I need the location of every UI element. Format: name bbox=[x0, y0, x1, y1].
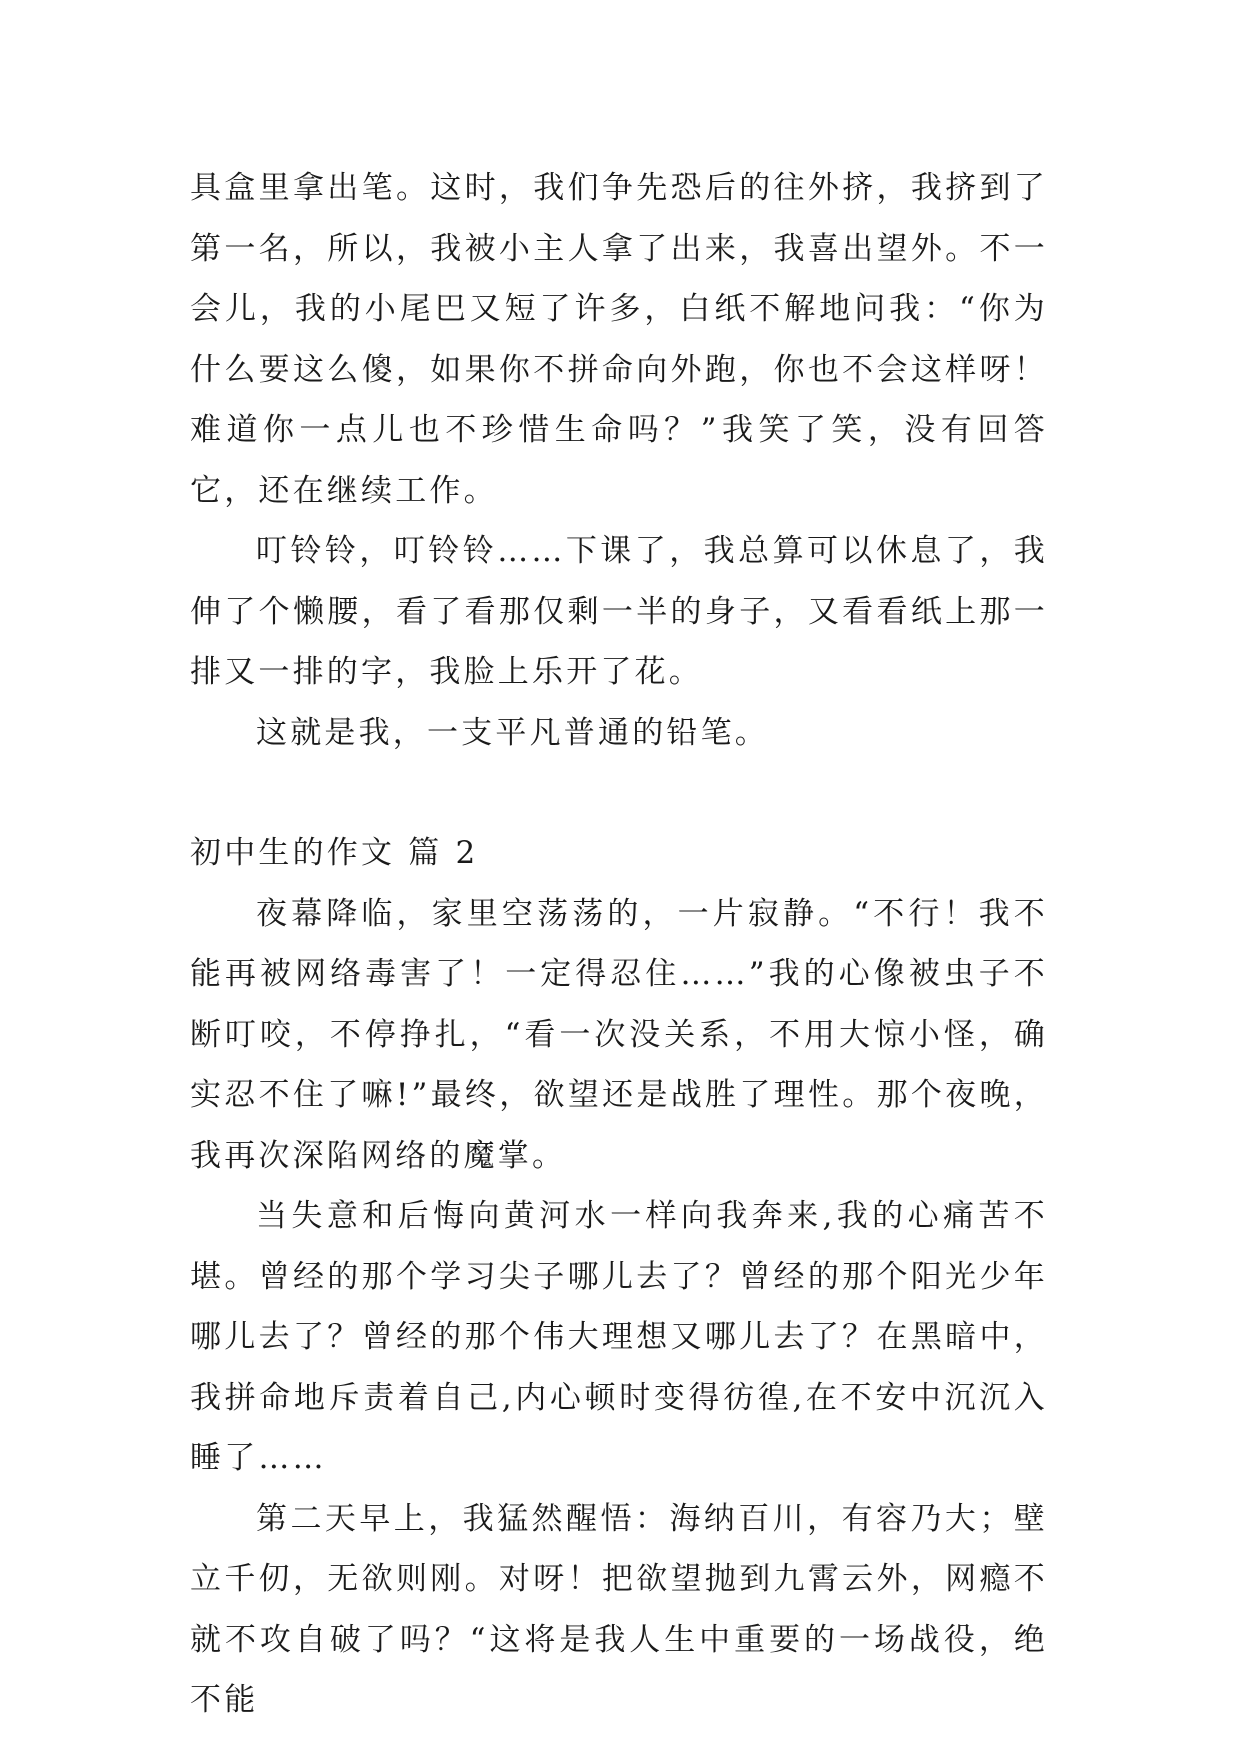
paragraph-bell: 叮铃铃，叮铃铃……下课了，我总算可以休息了，我伸了个懒腰，看了看那仅剩一半的身子，又看看纸上那一排又一排的字，我脸上乐开了花。 bbox=[190, 533, 1048, 690]
paragraph-awakening: 第二天早上，我猛然醒悟：海纳百川，有容乃大；壁立千仞，无欲则刚。对呀！把欲望抛到九霄云外，网瘾不就不攻自破了吗？“这将是我人生中重要的一场战役，绝不能 bbox=[190, 1500, 1048, 1718]
paragraph-pencil-conclusion: 这就是我，一支平凡普通的铅笔。 bbox=[256, 714, 769, 751]
paragraph-regret: 当失意和后悔向黄河水一样向我奔来,我的心痛苦不堪。曾经的那个学习尖子哪儿去了？曾经的那个阳光少年哪儿去了？曾经的那个伟大理想又哪儿去了？在黑暗中，我拼命地斥责着自己,内心顿时变得彷徨,在不安中沉沉入睡了…… bbox=[190, 1198, 1048, 1476]
section-title: 初中生的作文 篇 2 bbox=[190, 835, 479, 871]
section-spacer bbox=[190, 763, 1048, 823]
paragraph-continuation: 具盒里拿出笔。这时，我们争先恐后的往外挤，我挤到了第一名，所以，我被小主人拿了出来，我喜出望外。不一会儿，我的小尾巴又短了许多，白纸不解地问我：“你为什么要这么傻，如果你不拼命向外跑，你也不会这样呀！难道你一点儿也不珍惜生命吗？”我笑了笑，没有回答它，还在继续工作。 bbox=[190, 170, 1048, 509]
document-body bbox=[190, 158, 1048, 1731]
paragraph-night: 夜幕降临，家里空荡荡的，一片寂静。“不行！我不能再被网络毒害了！一定得忍住……”我的心像被虫子不断叮咬，不停挣扎，“看一次没关系，不用大惊小怪，确实忍不住了嘛!”最终，欲望还是战胜了理性。那个夜晚，我再次深陷网络的魔掌。 bbox=[190, 895, 1048, 1174]
